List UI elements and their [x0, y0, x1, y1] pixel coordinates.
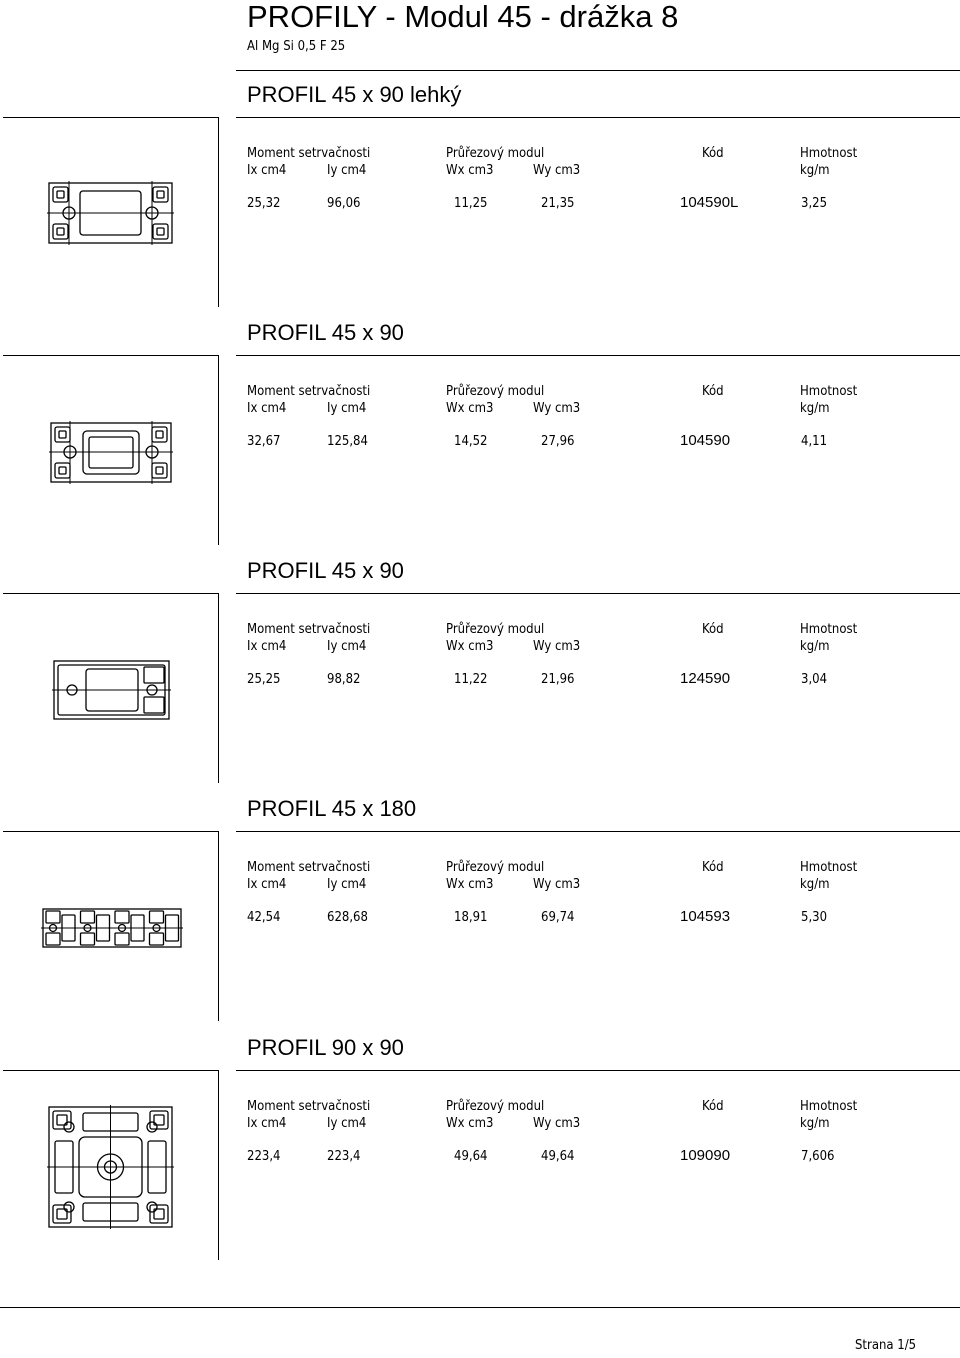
section-divider [236, 593, 960, 594]
properties-table [247, 384, 887, 464]
profile-title: PROFIL 45 x 90 [247, 558, 404, 583]
value-iy: 223,4 [327, 1149, 361, 1164]
header-wx: Wx cm3 [446, 877, 494, 892]
value-iy: 96,06 [327, 196, 361, 211]
value-code: 109090 [680, 1147, 731, 1164]
header-moment: Moment setrvačnosti [247, 860, 371, 875]
header-ix: Ix cm4 [247, 877, 287, 892]
section-divider [236, 1070, 960, 1071]
profile-45x90-light-drawing [47, 181, 174, 245]
value-weight: 4,11 [801, 434, 828, 449]
header-kgm: kg/m [800, 401, 830, 416]
value-ix: 25,32 [247, 196, 281, 211]
header-moment: Moment setrvačnosti [247, 146, 371, 161]
header-wy: Wy cm3 [533, 877, 581, 892]
header-hmotnost: Hmotnost [800, 860, 858, 875]
value-ix: 25,25 [247, 672, 281, 687]
profile-title: PROFIL 45 x 90 [247, 320, 404, 345]
profile-90x90-drawing [47, 1105, 174, 1229]
section-divider [236, 117, 960, 118]
value-code: 104593 [680, 908, 731, 925]
header-hmotnost: Hmotnost [800, 622, 858, 637]
properties-table [247, 146, 887, 226]
header-kod: Kód [702, 622, 724, 637]
material-spec: Al Mg Si 0,5 F 25 [247, 39, 346, 54]
header-ix: Ix cm4 [247, 163, 287, 178]
header-modul: Průřezový modul [446, 1099, 545, 1114]
header-wx: Wx cm3 [446, 401, 494, 416]
header-wy: Wy cm3 [533, 401, 581, 416]
footer-divider [0, 1307, 960, 1308]
header-iy: Iy cm4 [327, 1116, 367, 1131]
value-code: 104590L [680, 194, 739, 211]
header-ix: Ix cm4 [247, 1116, 287, 1131]
header-ix: Ix cm4 [247, 639, 287, 654]
section-divider [236, 831, 960, 832]
header-wy: Wy cm3 [533, 1116, 581, 1131]
profile-title: PROFIL 45 x 90 lehký [247, 82, 462, 107]
header-kod: Kód [702, 384, 724, 399]
value-iy: 628,68 [327, 910, 368, 925]
value-wx: 11,25 [454, 196, 488, 211]
value-code: 104590 [680, 432, 731, 449]
properties-table [247, 860, 887, 940]
cross-section-svg [49, 421, 173, 484]
header-iy: Iy cm4 [327, 639, 367, 654]
header-moment: Moment setrvačnosti [247, 622, 371, 637]
header-kod: Kód [702, 146, 724, 161]
header-iy: Iy cm4 [327, 163, 367, 178]
header-kgm: kg/m [800, 163, 830, 178]
value-weight: 3,04 [801, 672, 828, 687]
header-iy: Iy cm4 [327, 877, 367, 892]
section-divider [236, 355, 960, 356]
header-wx: Wx cm3 [446, 639, 494, 654]
header-wy: Wy cm3 [533, 163, 581, 178]
header-kgm: kg/m [800, 639, 830, 654]
value-wy: 49,64 [541, 1149, 575, 1164]
page-title: PROFILY - Modul 45 - drážka 8 [247, 0, 679, 34]
value-wx: 49,64 [454, 1149, 488, 1164]
value-wy: 21,96 [541, 672, 575, 687]
header-kgm: kg/m [800, 877, 830, 892]
properties-table [247, 1099, 887, 1179]
value-ix: 223,4 [247, 1149, 281, 1164]
header-wx: Wx cm3 [446, 163, 494, 178]
value-iy: 98,82 [327, 672, 361, 687]
header-modul: Průřezový modul [446, 146, 545, 161]
value-code: 124590 [680, 670, 731, 687]
value-weight: 5,30 [801, 910, 828, 925]
header-modul: Průřezový modul [446, 622, 545, 637]
header-kod: Kód [702, 1099, 724, 1114]
header-wy: Wy cm3 [533, 639, 581, 654]
cross-section-svg [41, 907, 183, 949]
header-hmotnost: Hmotnost [800, 384, 858, 399]
value-iy: 125,84 [327, 434, 368, 449]
cross-section-svg [52, 659, 171, 721]
page-number: Strana 1/5 [855, 1338, 917, 1353]
value-wx: 14,52 [454, 434, 488, 449]
header-modul: Průřezový modul [446, 384, 545, 399]
value-wy: 69,74 [541, 910, 575, 925]
profile-45x90-drawing [49, 421, 173, 484]
header-wx: Wx cm3 [446, 1116, 494, 1131]
header-moment: Moment setrvačnosti [247, 1099, 371, 1114]
profile-title: PROFIL 90 x 90 [247, 1035, 404, 1060]
value-weight: 3,25 [801, 196, 828, 211]
properties-table [247, 622, 887, 702]
profile-title: PROFIL 45 x 180 [247, 796, 417, 821]
cross-section-svg [47, 1105, 174, 1229]
header-iy: Iy cm4 [327, 401, 367, 416]
header-divider [236, 70, 960, 71]
profile-45x180-drawing [41, 907, 183, 949]
value-ix: 32,67 [247, 434, 281, 449]
header-kod: Kód [702, 860, 724, 875]
header-modul: Průřezový modul [446, 860, 545, 875]
value-wy: 27,96 [541, 434, 575, 449]
value-wx: 18,91 [454, 910, 488, 925]
value-weight: 7,606 [801, 1149, 835, 1164]
header-moment: Moment setrvačnosti [247, 384, 371, 399]
header-ix: Ix cm4 [247, 401, 287, 416]
header-kgm: kg/m [800, 1116, 830, 1131]
cross-section-svg [47, 181, 174, 245]
value-ix: 42,54 [247, 910, 281, 925]
header-hmotnost: Hmotnost [800, 146, 858, 161]
value-wy: 21,35 [541, 196, 575, 211]
header-hmotnost: Hmotnost [800, 1099, 858, 1114]
profile-45x90-open-drawing [52, 659, 171, 721]
value-wx: 11,22 [454, 672, 488, 687]
